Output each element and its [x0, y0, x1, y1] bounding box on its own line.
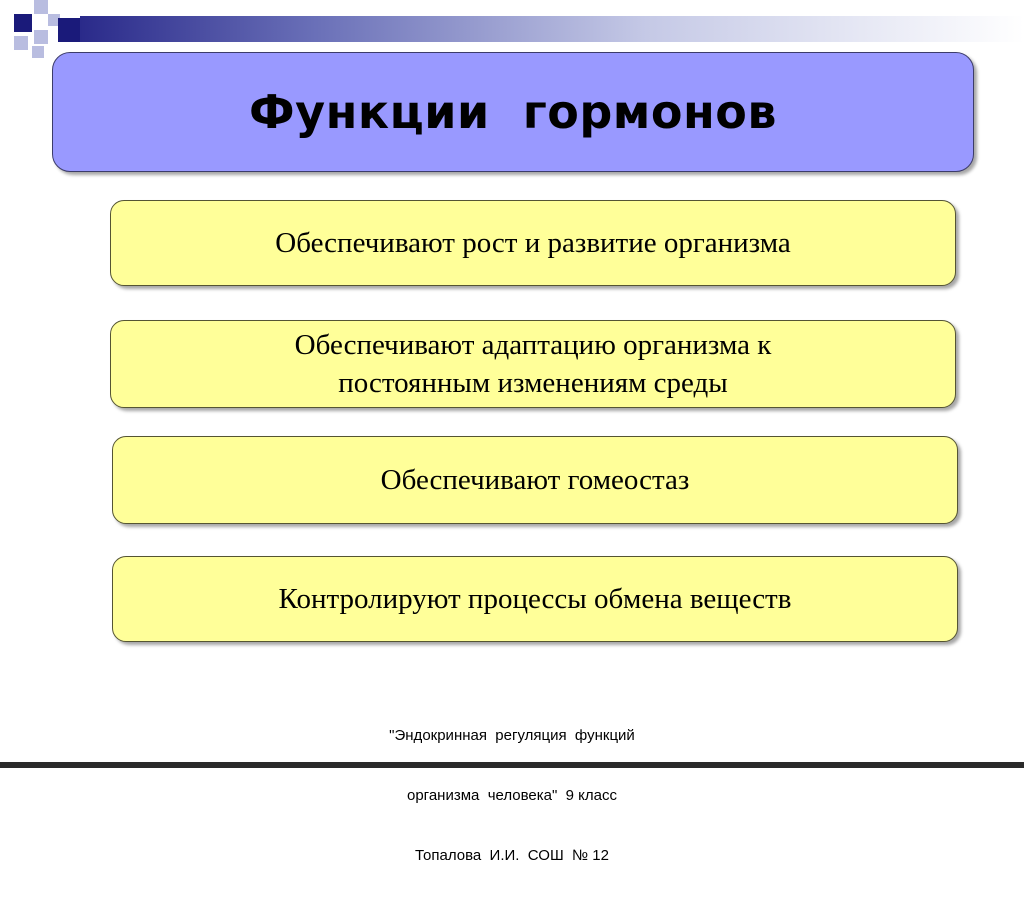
decor-square-light-5	[32, 46, 44, 58]
function-item-2	[110, 320, 956, 408]
bottom-border	[0, 762, 1024, 768]
decor-square-dark-2	[58, 18, 80, 42]
title-box	[52, 52, 974, 172]
footer-credits	[312, 686, 712, 906]
function-item-4	[112, 556, 958, 642]
footer-line-1: "Эндокринная регуляция функций	[389, 727, 635, 744]
decor-square-light-4	[14, 36, 28, 50]
footer-line-2: организма человека" 9 класс	[407, 787, 617, 804]
function-item-text: Обеспечивают адаптацию организма к постоянным изменениям среды	[294, 329, 772, 399]
decor-square-light-3	[34, 30, 48, 44]
function-item-text: Обеспечивают рост и развитие организма	[275, 227, 791, 259]
function-item-3	[112, 436, 958, 524]
footer-line-3: Топалова И.И. СОШ № 12	[415, 847, 609, 864]
function-item-1	[110, 200, 956, 286]
decor-square-dark-1	[14, 14, 32, 32]
function-item-text: Контролируют процессы обмена веществ	[278, 583, 792, 615]
slide-title: Функции гормонов	[249, 85, 777, 139]
function-item-text: Обеспечивают гомеостаз	[380, 464, 690, 496]
decor-square-light-1	[34, 0, 48, 14]
decor-gradient-bar	[80, 16, 1024, 42]
